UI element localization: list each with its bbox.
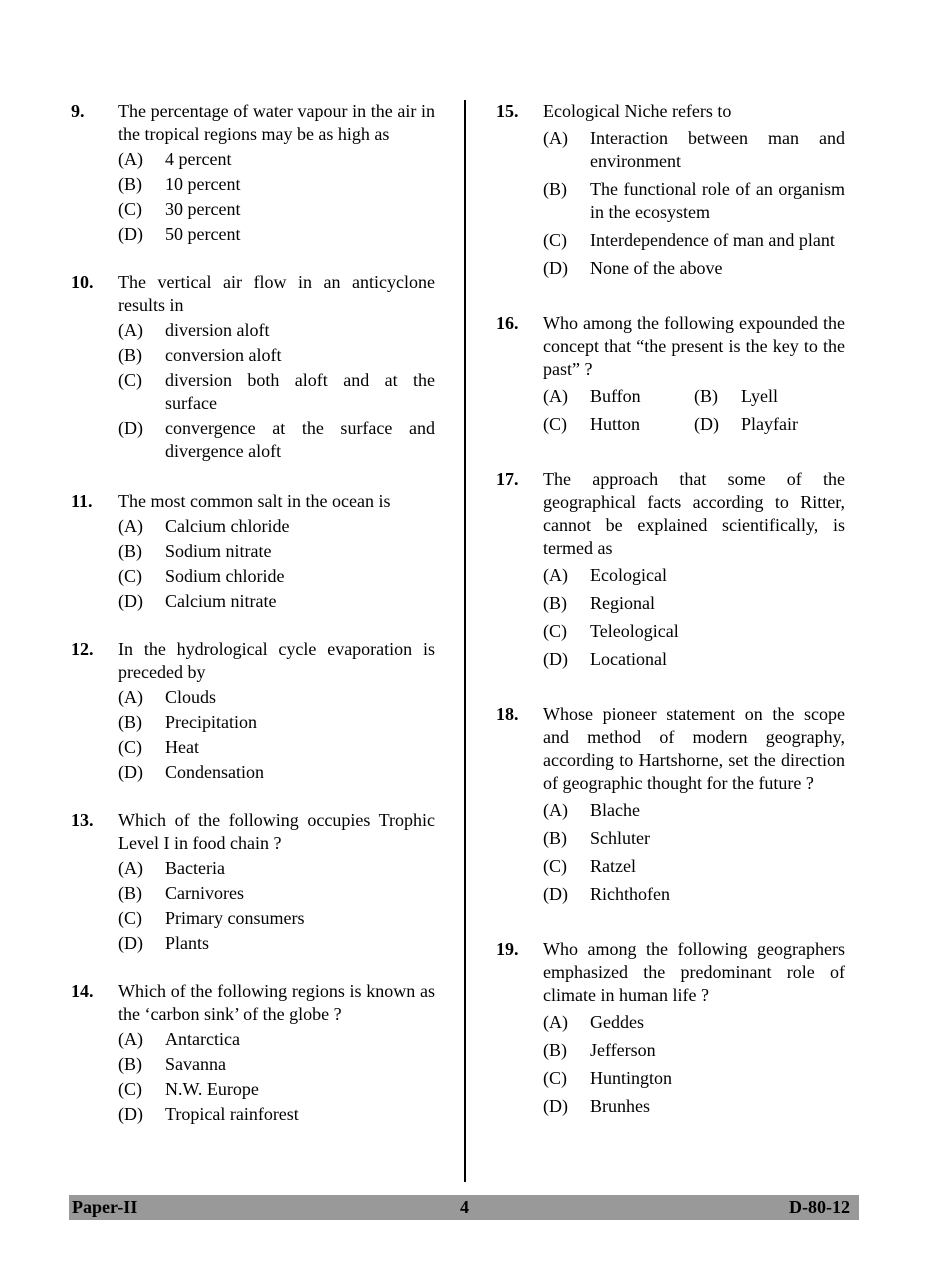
question-text: Whose pioneer statement on the scope and method of modern geography, according to Hartshorne, set the direction of geographic thought for the future ? [543, 704, 845, 793]
question-text: The most common salt in the ocean is [118, 491, 391, 511]
option-a: (A) Geddes [543, 1012, 644, 1032]
question-text: Who among the following expounded the concept that “the present is the key to the past” ? [543, 313, 845, 379]
question-12 [71, 638, 435, 784]
option-b: (B) conversion aloft [118, 345, 282, 365]
option-d: (D) Locational [543, 649, 667, 669]
question-number: 9. [71, 101, 85, 121]
question-11 [71, 490, 435, 613]
option-row [543, 413, 845, 436]
option-d: (D) Condensation [118, 762, 264, 782]
option-b: (B) Savanna [118, 1054, 226, 1074]
question-text: Which of the following regions is known as the ‘carbon sink’ of the globe ? [118, 981, 435, 1024]
option-a: (A) 4 percent [118, 149, 232, 169]
option-d: (D) convergence at the surface and divergence aloft [118, 418, 435, 461]
option-d: (D) Brunhes [543, 1096, 650, 1116]
question-18 [496, 703, 845, 906]
question-9 [71, 100, 435, 246]
option-c: (C) Ratzel [543, 856, 636, 876]
option-d: (D) Calcium nitrate [118, 591, 277, 611]
paper-label: Paper-II [72, 1197, 138, 1217]
question-number: 12. [71, 639, 94, 659]
option-a: (A) Bacteria [118, 858, 225, 878]
question-10 [71, 271, 435, 463]
question-number: 13. [71, 810, 94, 830]
question-number: 16. [496, 313, 519, 333]
question-text: Ecological Niche refers to [543, 101, 732, 121]
question-17 [496, 468, 845, 671]
option-c: (C) Heat [118, 737, 199, 757]
question-number: 17. [496, 469, 519, 489]
option-b: (B) Lyell [694, 386, 778, 406]
option-a: (A) Antarctica [118, 1029, 240, 1049]
option-a: (A) Ecological [543, 565, 667, 585]
option-c: (C) Huntington [543, 1068, 673, 1088]
option-b: (B) 10 percent [118, 174, 241, 194]
question-number: 18. [496, 704, 519, 724]
question-text: The percentage of water vapour in the air in the tropical regions may be as high as [118, 101, 435, 144]
column-divider [464, 100, 466, 1182]
question-text: Who among the following geographers emphasized the predominant role of climate in human life ? [543, 939, 845, 1005]
option-c: (C) Sodium chloride [118, 566, 285, 586]
question-text: In the hydrological cycle evaporation is preceded by [118, 639, 435, 682]
option-c: (C) Interdependence of man and plant [543, 230, 835, 250]
option-c: (C) Primary consumers [118, 908, 305, 928]
option-b: (B) Regional [543, 593, 655, 613]
option-d: (D) None of the above [543, 258, 723, 278]
question-text: Which of the following occupies Trophic Level I in food chain ? [118, 810, 435, 853]
option-a: (A) Clouds [118, 687, 217, 707]
left-column [71, 96, 435, 1126]
option-d: (D) 50 percent [118, 224, 241, 244]
option-row [543, 385, 845, 408]
question-number: 14. [71, 981, 94, 1001]
option-a: (A) Interaction between man and environment [543, 128, 845, 171]
question-16 [496, 312, 845, 436]
option-b: (B) Precipitation [118, 712, 257, 732]
question-text: The vertical air flow in an anticyclone results in [118, 272, 435, 315]
question-number: 11. [71, 491, 93, 511]
option-d: (D) Tropical rainforest [118, 1104, 299, 1124]
option-b: (B) Schluter [543, 828, 650, 848]
question-number: 19. [496, 939, 519, 959]
option-c: (C) N.W. Europe [118, 1079, 259, 1099]
option-d: (D) Playfair [694, 414, 798, 434]
question-number: 10. [71, 272, 94, 292]
option-a: (A) Buffon [543, 386, 641, 406]
question-15 [496, 100, 845, 280]
question-19 [496, 938, 845, 1118]
option-c: (C) Hutton [543, 414, 641, 434]
paper-code: D-80-12 [789, 1197, 850, 1217]
option-b: (B) Jefferson [543, 1040, 656, 1060]
option-b: (B) Sodium nitrate [118, 541, 272, 561]
right-column [496, 96, 845, 1118]
option-b: (B) Carnivores [118, 883, 244, 903]
option-a: (A) diversion aloft [118, 320, 270, 340]
question-13 [71, 809, 435, 955]
page-footer [69, 1195, 859, 1220]
option-d: (D) Richthofen [543, 884, 670, 904]
option-a: (A) Blache [543, 800, 640, 820]
option-d: (D) Plants [118, 933, 210, 953]
option-b: (B) The functional role of an organism in the ecosystem [543, 179, 845, 222]
question-14 [71, 980, 435, 1126]
page-number: 4 [460, 1197, 469, 1217]
option-a: (A) Calcium chloride [118, 516, 290, 536]
option-c: (C) 30 percent [118, 199, 241, 219]
question-number: 15. [496, 101, 519, 121]
option-c: (C) Teleological [543, 621, 679, 641]
option-c: (C) diversion both aloft and at the surface [118, 370, 435, 413]
question-text: The approach that some of the geographical facts according to Ritter, cannot be explained scientifically, is termed as [543, 469, 845, 558]
